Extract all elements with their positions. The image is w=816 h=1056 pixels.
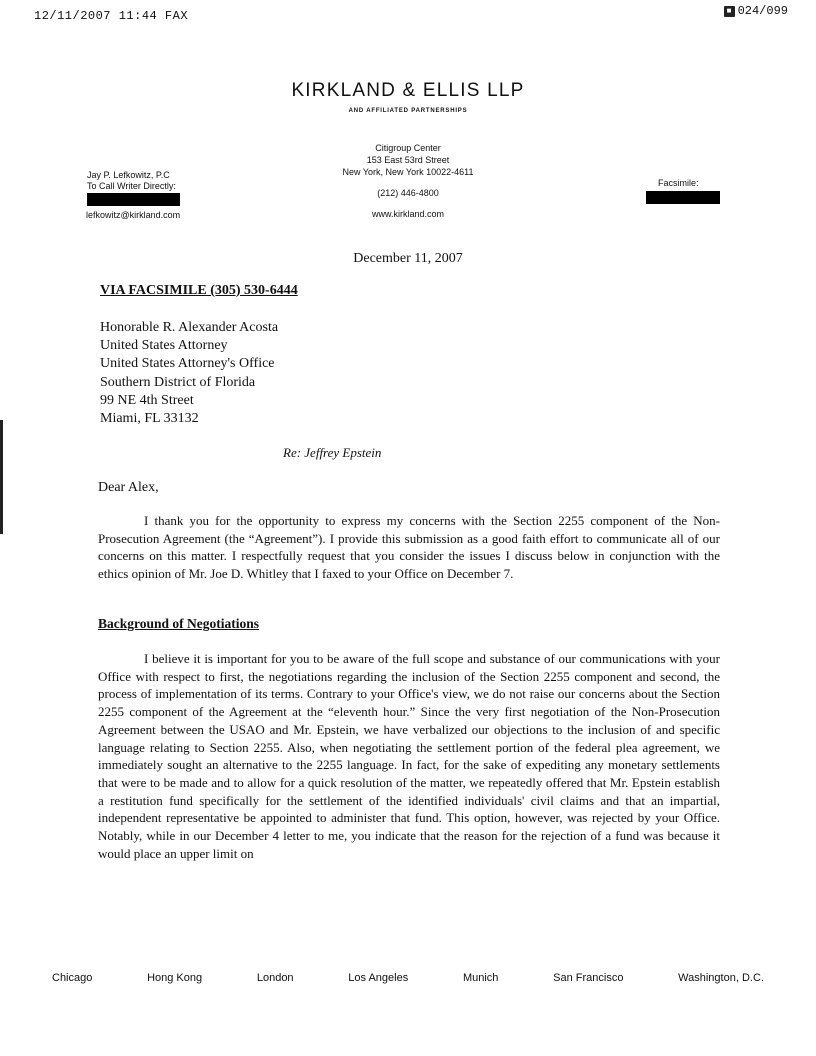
subject-line: Re: Jeffrey Epstein xyxy=(283,445,382,460)
office-locations xyxy=(52,972,764,984)
firm-website: www.kirkland.com xyxy=(371,209,445,219)
page-counter-text: 024/099 xyxy=(737,4,788,18)
section-heading: Background of Negotiations xyxy=(98,616,260,631)
office-location: London xyxy=(256,972,294,984)
office-location: Chicago xyxy=(52,972,93,984)
office-location: Hong Kong xyxy=(147,972,203,984)
paragraph-text: I believe it is important for you to be aware of the full scope and substance of our communications with your Office with respect to first, the negotiations regarding the inclusion of the Section 2255 component and second, the process of implementation of its terms. Contrary to your Office's view, we do not raise our concerns about the Section 2255 component of the Agreement at the “eleventh hour.” Since the very first negotiation of the Non-Prosecution Agreement between the USAO and Mr. Epstein, we have verbalized our objections to the inclusion of and specific language relating to Section 2255. Also, when negotiating the settlement portion of the federal plea agreement, we immediately sought an alternative to the 2255 language. In fact, for the sake of expediting any monetary settlements that were to be made and to allow for a quick resolution of the matter, we repeatedly offered that Mr. Epstein establish a restitution fund specifically for the settlement of the identified individuals' civil claims and that an impartial, independent representative be appointed to administer that fund. This option, however, was rejected by your Office. Notably, while in our December 4 letter to me, you indicate that the reason for the rejection of a fund was because it would place an upper limit on xyxy=(98,651,720,861)
office-location: San Francisco xyxy=(553,972,624,984)
writer-email: lefkowitz@kirkland.com xyxy=(86,210,181,220)
redaction-bar xyxy=(646,191,720,204)
writer-name: Jay P. Lefkowitz, P.C xyxy=(87,170,170,180)
address-line: 153 East 53rd Street xyxy=(366,155,450,165)
recipient-line: Honorable R. Alexander Acosta xyxy=(100,320,279,335)
recipient-line: United States Attorney xyxy=(100,338,228,354)
recipient-line: Southern District of Florida xyxy=(100,374,256,390)
facsimile-label: Facsimile: xyxy=(658,178,699,188)
via-facsimile-line: VIA FACSIMILE (305) 530-6444 xyxy=(100,283,298,298)
fax-header: 12/11/2007 11:44 FAX xyxy=(34,9,189,23)
recipient-address xyxy=(100,319,278,428)
recipient-line: Miami, FL 33132 xyxy=(100,411,199,427)
writer-direct-label: To Call Writer Directly: xyxy=(87,181,176,191)
office-location: Washington, D.C. xyxy=(678,972,764,984)
body-paragraph xyxy=(98,650,720,862)
address-line: Citigroup Center xyxy=(375,143,441,153)
fax-icon: ■ xyxy=(724,6,735,17)
writer-block xyxy=(87,170,180,221)
scan-margin-mark xyxy=(0,420,3,534)
address-line: New York, New York 10022-4611 xyxy=(342,167,474,177)
firm-subtitle: AND AFFILIATED PARTNERSHIPS xyxy=(348,108,468,114)
salutation: Dear Alex, xyxy=(98,480,159,495)
page-counter xyxy=(724,4,788,18)
recipient-line: United States Attorney's Office xyxy=(100,356,275,372)
letter-date: December 11, 2007 xyxy=(353,251,463,266)
office-location: Munich xyxy=(462,972,499,984)
firm-phone: (212) 446-4800 xyxy=(377,188,439,198)
redaction-bar xyxy=(87,193,180,206)
recipient-line: 99 NE 4th Street xyxy=(100,392,194,408)
firm-name: KIRKLAND & ELLIS LLP xyxy=(291,80,525,101)
office-location: Los Angeles xyxy=(348,972,409,984)
body-paragraph xyxy=(98,512,720,583)
facsimile-block xyxy=(646,178,720,204)
paragraph-text: I thank you for the opportunity to express my concerns with the Section 2255 component of the Non-Prosecution Agreement (the “Agreement”). I provide this submission as a good faith effort to communicate all of our concerns on this matter. I respectfully request that you consider the issues I discuss below in conjunction with the ethics opinion of Mr. Joe D. Whitley that I faxed to your Office on December 7. xyxy=(98,513,720,582)
